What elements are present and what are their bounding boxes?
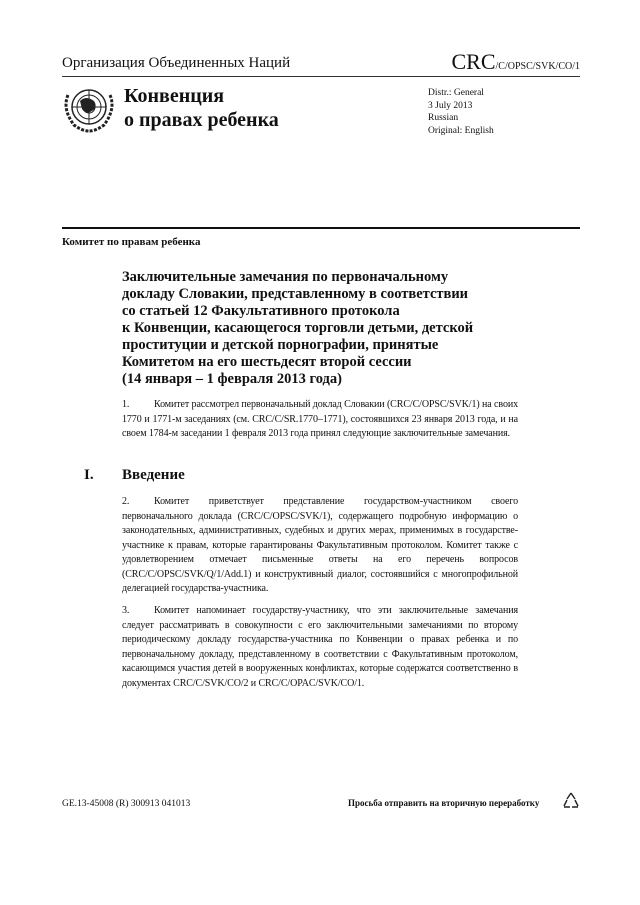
un-emblem-icon xyxy=(62,83,116,133)
title-line: Заключительные замечания по первоначальному xyxy=(122,269,449,285)
paragraph-number: 2. xyxy=(122,496,130,507)
paragraph-number: 1. xyxy=(122,399,130,410)
section-title: Введение xyxy=(122,467,185,483)
language: Russian xyxy=(428,113,459,123)
paragraph-number: 3. xyxy=(122,605,130,616)
report-title xyxy=(122,269,542,388)
header-rule xyxy=(62,76,580,77)
paragraph-text: Комитет приветствует представление государством-участником своего первоначального доклада (CRC/C/OPSC/SVK/1), содержащего подробную информацию о законодательных, административных, судебных и других мерах, применимых в государстве-участнике к правам, которые гарантированы Факультативным протоколом. Комитет также с удовлетворением отмечает письменные ответы на его перечень вопросов (CRC/C/OPSC/SVK/Q/1/Add.1) и конструктивный диалог, состоявшийся с многопрофильной делегацией государства-участника. xyxy=(122,496,518,594)
convention-title-line2: о правах ребенка xyxy=(124,109,279,131)
paragraph-text: Комитет напоминает государству-участнику, что эти заключительные замечания следует рассматривать в совокупности с его заключительными замечаниями по второму периодическому докладу государства-участника по Конвенции о правах ребенка и по первоначальному докладу, представленному в соответствии с Факультативным протоколом, касающимся участия детей в вооруженных конфликтах, которые содержатся соответственно в документах CRC/C/SVK/CO/2 и CRC/C/OPAC/SVK/CO/1. xyxy=(122,605,518,689)
document-symbol xyxy=(451,49,580,75)
symbol-main: CRC xyxy=(451,49,496,74)
section-number: I. xyxy=(84,467,94,483)
original-language: Original: English xyxy=(428,125,494,136)
convention-title xyxy=(124,84,279,132)
title-line: к Конвенции, касающегося торговли детьми, детской xyxy=(122,320,474,336)
job-number: GE.13-45008 (R) 300913 041013 xyxy=(62,799,191,809)
recycle-icon xyxy=(561,791,581,811)
title-line: проституции и детской порнографии, принятые xyxy=(122,337,439,353)
recycle-note: Просьба отправить на вторичную переработку xyxy=(348,798,540,808)
committee-name: Комитет по правам ребенка xyxy=(62,236,201,248)
paragraph-3 xyxy=(122,604,518,691)
distribution-info xyxy=(428,87,494,137)
convention-title-line1: Конвенция xyxy=(124,85,225,107)
symbol-rest: /C/OPSC/SVK/CO/1 xyxy=(495,61,580,72)
distr: Distr.: General xyxy=(428,88,484,98)
date: 3 July 2013 xyxy=(428,100,473,111)
organization-name: Организация Объединенных Наций xyxy=(62,55,291,71)
title-line: со статьей 12 Факультативного протокола xyxy=(122,303,400,319)
title-line: докладу Словакии, представленному в соответствии xyxy=(122,286,469,302)
title-line: (14 января – 1 февраля 2013 года) xyxy=(122,371,342,387)
paragraph-text: Комитет рассмотрел первоначальный доклад Словакии (CRC/C/OPSC/SVK/1) на своих 1770 и 1771-м заседаниях (см. CRC/C/SR.1770–1771), состоявшихся 23 января 2013 года, и на своем 1784-м заседании 1 февраля 2013 года принял следующие заключительные замечания. xyxy=(122,399,518,439)
paragraph-2 xyxy=(122,495,518,597)
title-line: Комитетом на его шестьдесят второй сессии xyxy=(122,354,412,370)
paragraph-1 xyxy=(122,398,518,442)
section-rule xyxy=(62,227,580,229)
